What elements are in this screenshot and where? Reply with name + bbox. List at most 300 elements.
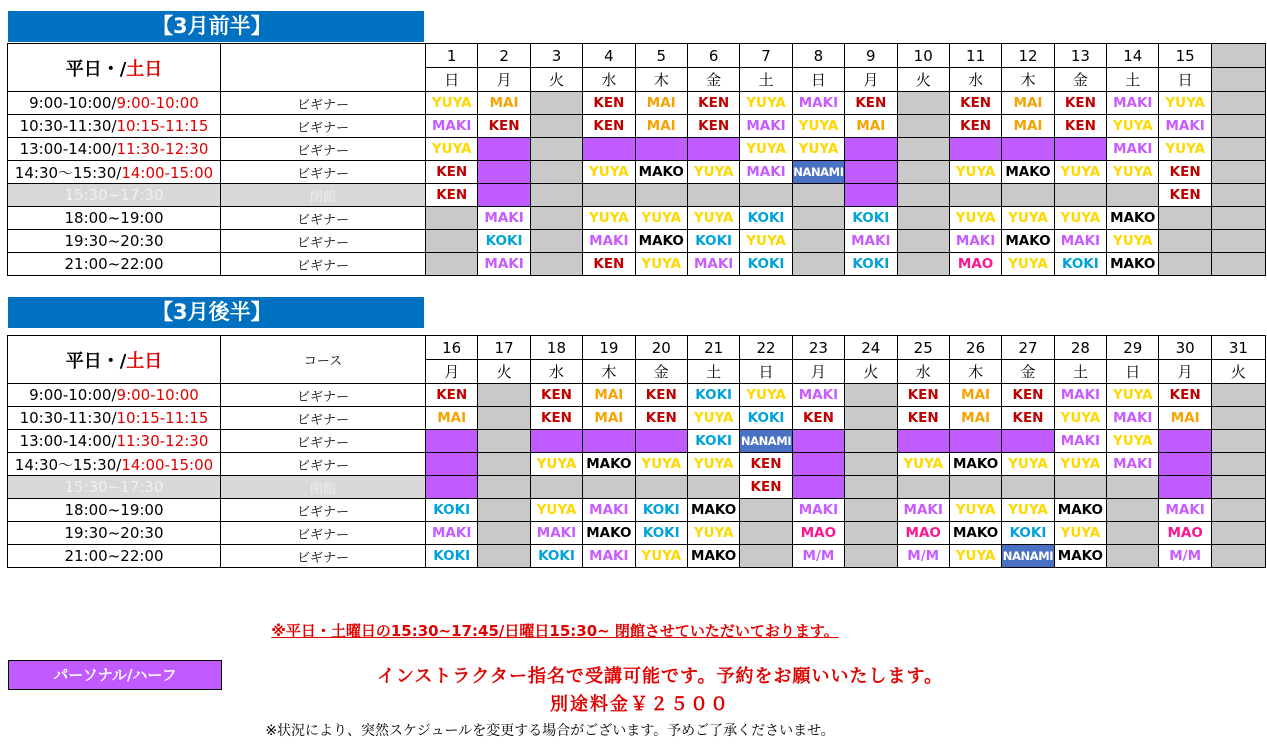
day-number-row — [8, 336, 1266, 360]
day-number: 16 — [426, 336, 478, 360]
personal-half-cell — [1159, 476, 1211, 499]
instructor-cell — [845, 207, 897, 230]
weekday-time: 13:00-14:00/ — [19, 432, 117, 450]
instructor-cell — [792, 522, 844, 545]
no-class-cell — [740, 184, 792, 207]
time-slot — [8, 545, 221, 568]
instructor-name: YUYA — [536, 456, 577, 472]
instructor-cell — [426, 407, 478, 430]
no-class-cell — [530, 138, 582, 161]
instructor-name: KEN — [750, 479, 782, 495]
instructor-cell — [687, 499, 739, 522]
instructor-name: YUYA — [746, 95, 786, 111]
second-half-banner — [8, 297, 424, 328]
no-class-cell — [530, 207, 582, 230]
instructor-name: KOKI — [642, 525, 680, 541]
schedule-row — [8, 476, 1266, 499]
weekday-time: 19:30~20:30 — [64, 524, 164, 542]
instructor-name: MAKO — [691, 502, 737, 518]
instructor-cell — [1002, 253, 1054, 276]
weekday-name: 火 — [845, 360, 897, 384]
instructor-name: KOKI — [747, 210, 785, 226]
instructor-cell — [1054, 384, 1106, 407]
instructor-cell — [1159, 545, 1211, 568]
instructor-cell — [1002, 115, 1054, 138]
no-class-cell — [845, 384, 897, 407]
instructor-cell — [740, 230, 792, 253]
time-slot — [8, 453, 221, 476]
no-class-cell — [1054, 476, 1106, 499]
instructor-cell — [1002, 230, 1054, 253]
instructor-name: KEN — [907, 387, 939, 403]
time-slot — [8, 92, 221, 115]
time-slot — [8, 115, 221, 138]
weekday-name: 金 — [1054, 68, 1106, 92]
no-class-cell — [740, 545, 792, 568]
instructor-name: MAI — [1170, 410, 1200, 426]
instructor-name: MAKI — [693, 256, 734, 272]
course-name: ビギナー — [221, 92, 426, 115]
no-class-cell — [426, 207, 478, 230]
day-number: 6 — [687, 44, 739, 68]
first-half-banner-label: 【3月前半】 — [152, 14, 272, 38]
weekend-time: 10:15-11:15 — [116, 409, 209, 427]
no-class-cell — [897, 184, 949, 207]
instructor-cell — [1054, 453, 1106, 476]
no-class-cell — [845, 499, 897, 522]
weekend-time: 14:00-15:00 — [121, 455, 214, 474]
weekend-label: 土日 — [126, 58, 163, 80]
instructor-name: MAKI — [589, 233, 629, 249]
instructor-name: MAKI — [1165, 118, 1205, 134]
instructor-cell — [583, 230, 635, 253]
instructor-cell — [1054, 207, 1106, 230]
instructor-name: NANAMI — [740, 434, 792, 448]
personal-half-cell — [845, 184, 897, 207]
instructor-name: KEN — [436, 187, 468, 203]
personal-half-cell — [949, 430, 1001, 453]
instructor-name: MAO — [800, 525, 837, 541]
instructor-name: MAI — [489, 95, 519, 111]
weekday-time: 18:00~19:00 — [64, 501, 164, 519]
instructor-cell — [583, 545, 635, 568]
instructor-cell — [845, 230, 897, 253]
instructor-cell — [740, 115, 792, 138]
instructor-cell — [740, 407, 792, 430]
no-class-cell — [1107, 499, 1159, 522]
day-number: 23 — [792, 336, 844, 360]
instructor-cell — [792, 499, 844, 522]
instructor-cell — [1054, 92, 1106, 115]
instructor-name: YUYA — [955, 548, 996, 564]
weekday-name: 日 — [792, 68, 844, 92]
instructor-name: MAI — [594, 410, 624, 426]
time-slot — [8, 430, 221, 453]
instructor-name: YUYA — [641, 210, 682, 226]
weekday-name: 火 — [530, 68, 582, 92]
personal-half-cell — [426, 430, 478, 453]
day-number: 11 — [949, 44, 1001, 68]
instructor-name: NANAMI — [793, 165, 844, 179]
time-slot — [8, 138, 221, 161]
personal-half-cell — [949, 138, 1001, 161]
personal-half-cell — [1002, 430, 1054, 453]
no-class-cell — [530, 161, 582, 184]
instructor-cell — [845, 253, 897, 276]
instructor-cell — [583, 92, 635, 115]
instructor-name: MAKI — [903, 502, 943, 518]
day-number: 9 — [845, 44, 897, 68]
day-number: 24 — [845, 336, 897, 360]
instructor-name: YUYA — [1008, 210, 1048, 226]
instructor-cell — [949, 522, 1001, 545]
weekday-name: 金 — [635, 360, 687, 384]
course-name: 閉館 — [221, 184, 426, 207]
instructor-name: MAO — [905, 525, 941, 541]
day-number: 30 — [1159, 336, 1211, 360]
instructor-cell — [687, 430, 739, 453]
instructor-name: YUYA — [798, 141, 839, 157]
time-slot — [8, 499, 221, 522]
day-number: 25 — [897, 336, 949, 360]
weekday-time: 15:30~17:30 — [64, 478, 164, 496]
instructor-name: MAKI — [798, 502, 839, 518]
instructor-name: MAI — [646, 95, 676, 111]
weekend-time: 11:30-12:30 — [116, 432, 209, 450]
weekday-name: 土 — [740, 68, 792, 92]
instructor-name: YUYA — [955, 210, 996, 226]
instructor-name: MAI — [1013, 95, 1043, 111]
no-class-cell — [1054, 184, 1106, 207]
instructor-name: KOKI — [538, 548, 575, 564]
course-name: ビギナー — [221, 545, 426, 568]
day-number: 13 — [1054, 44, 1106, 68]
instructor-cell — [583, 499, 635, 522]
no-class-cell — [478, 476, 530, 499]
course-name: ビギナー — [221, 161, 426, 184]
weekday-name: 火 — [478, 360, 530, 384]
schedule-row — [8, 115, 1266, 138]
no-class-cell — [530, 92, 582, 115]
day-number: 12 — [1002, 44, 1054, 68]
weekday-name: 月 — [845, 68, 897, 92]
no-class-cell — [1107, 476, 1159, 499]
instructor-name: MAKI — [1060, 433, 1101, 449]
instructor-name: YUYA — [798, 118, 839, 134]
weekend-time: 11:30-12:30 — [116, 140, 209, 158]
schedule-row — [8, 499, 1266, 522]
course-name: ビギナー — [221, 453, 426, 476]
instructor-cell — [740, 138, 792, 161]
schedule-row — [8, 545, 1266, 568]
instructor-name: MAKI — [1060, 387, 1101, 403]
instructor-name: MAKI — [1113, 456, 1153, 472]
no-class-cell — [897, 115, 949, 138]
instructor-cell — [792, 161, 844, 184]
no-class-cell — [426, 230, 478, 253]
instructor-cell — [426, 92, 478, 115]
weekday-name: 月 — [478, 68, 530, 92]
personal-half-cell — [478, 138, 530, 161]
no-class-cell — [1107, 545, 1159, 568]
instructor-name: MAKO — [1110, 210, 1156, 226]
day-number: 21 — [687, 336, 739, 360]
instructor-name: MAKO — [952, 525, 999, 541]
no-class-cell — [530, 230, 582, 253]
instructor-name: YUYA — [693, 456, 734, 472]
no-class-cell — [478, 522, 530, 545]
weekday-name: 木 — [635, 68, 687, 92]
instructor-cell — [1159, 499, 1211, 522]
instructor-name: YUYA — [1112, 118, 1153, 134]
instructor-cell — [1159, 384, 1211, 407]
weekday-name: 金 — [687, 68, 739, 92]
instructor-cell — [1002, 92, 1054, 115]
instructor-cell — [897, 384, 949, 407]
instructor-name: KOKI — [747, 256, 785, 272]
weekday-time: 9:00-10:00/ — [29, 94, 117, 112]
instructor-name: KOKI — [642, 502, 680, 518]
instructor-name: MAKO — [691, 548, 737, 564]
instructor-cell — [530, 545, 582, 568]
instructor-name: KEN — [960, 95, 992, 111]
no-class-cell — [1211, 92, 1265, 115]
schedule-row — [8, 384, 1266, 407]
instructor-name: KEN — [1064, 118, 1096, 134]
course-name: ビギナー — [221, 407, 426, 430]
weekday-time: 18:00~19:00 — [64, 209, 164, 227]
instructor-name: MAKI — [798, 95, 839, 111]
schedule-row — [8, 430, 1266, 453]
instructor-name: YUYA — [589, 210, 629, 226]
no-class-cell — [1211, 453, 1265, 476]
instructor-name: YUYA — [693, 410, 734, 426]
instructor-cell — [740, 476, 792, 499]
instructor-cell — [740, 207, 792, 230]
instructor-name: YUYA — [641, 548, 682, 564]
instructor-cell — [687, 92, 739, 115]
instructor-name: KOKI — [485, 233, 523, 249]
no-class-cell — [478, 430, 530, 453]
personal-half-cell — [1002, 138, 1054, 161]
no-class-cell — [530, 476, 582, 499]
instructor-name: KEN — [1012, 387, 1044, 403]
instructor-cell — [635, 407, 687, 430]
weekday-time: 19:30~20:30 — [64, 232, 164, 250]
personal-half-cell — [530, 430, 582, 453]
personal-half-cell — [426, 476, 478, 499]
instructor-cell — [1107, 430, 1159, 453]
instructor-cell — [687, 253, 739, 276]
personal-half-cell — [1054, 138, 1106, 161]
no-class-cell — [1211, 253, 1265, 276]
instructor-cell — [740, 430, 792, 453]
instructor-name: MAKO — [1005, 164, 1051, 180]
no-class-cell — [1211, 184, 1265, 207]
first-half-schedule-table — [7, 43, 1266, 276]
instructor-cell — [792, 138, 844, 161]
instructor-name: KEN — [1169, 187, 1201, 203]
instructor-name: YUYA — [536, 502, 577, 518]
weekday-time: 21:00~22:00 — [64, 255, 164, 273]
instructor-cell — [897, 522, 949, 545]
instructor-cell — [1107, 207, 1159, 230]
no-class-cell — [845, 453, 897, 476]
weekday-name: 水 — [949, 68, 1001, 92]
no-class-cell — [687, 476, 739, 499]
instructor-name: KEN — [698, 95, 730, 111]
instructor-cell — [1002, 499, 1054, 522]
instructor-name: MAKO — [586, 456, 632, 472]
personal-half-cell — [792, 453, 844, 476]
instructor-cell — [740, 384, 792, 407]
time-header — [8, 336, 221, 384]
weekday-name: 月 — [792, 360, 844, 384]
instructor-name: MAKO — [1057, 502, 1103, 518]
day-number: 4 — [583, 44, 635, 68]
instructor-name: MAKO — [1110, 256, 1156, 272]
weekday-name: 水 — [530, 360, 582, 384]
no-class-cell — [478, 499, 530, 522]
instructor-cell — [949, 253, 1001, 276]
personal-half-cell — [845, 138, 897, 161]
weekday-label: 平日・/ — [65, 58, 127, 80]
instructor-name: YUYA — [1112, 387, 1153, 403]
instructor-name: KOKI — [695, 433, 733, 449]
time-slot — [8, 253, 221, 276]
first-half-banner — [8, 11, 424, 42]
schedule-row — [8, 522, 1266, 545]
instructor-name: KEN — [960, 118, 992, 134]
instructor-cell — [426, 522, 478, 545]
weekday-time: 10:30-11:30/ — [19, 409, 117, 427]
instructor-cell — [687, 207, 739, 230]
schedule-disclaimer: ※状況により、突然スケジュールを変更する場合がございます。予めご了承くださいませ。 — [265, 723, 835, 739]
time-slot — [8, 384, 221, 407]
instructor-cell — [1054, 230, 1106, 253]
no-class-cell — [478, 453, 530, 476]
instructor-cell — [792, 407, 844, 430]
second-half-schedule-table — [7, 335, 1266, 568]
instructor-name: MAI — [594, 387, 624, 403]
instructor-cell — [530, 384, 582, 407]
day-number: 15 — [1159, 44, 1211, 68]
no-class-cell — [1211, 430, 1265, 453]
instructor-name: KEN — [436, 387, 468, 403]
no-class-cell — [1211, 207, 1265, 230]
course-name: ビギナー — [221, 230, 426, 253]
instructor-cell — [1054, 430, 1106, 453]
day-number: 27 — [1002, 336, 1054, 360]
instructor-name: YUYA — [1008, 456, 1048, 472]
no-class-cell — [792, 230, 844, 253]
day-number: 7 — [740, 44, 792, 68]
instructor-name: YUYA — [693, 525, 734, 541]
instructor-name: M/M — [1169, 548, 1202, 564]
instructor-cell — [478, 115, 530, 138]
instructor-name: MAI — [646, 118, 676, 134]
instructor-name: KOKI — [852, 256, 890, 272]
time-slot — [8, 207, 221, 230]
instructor-cell — [949, 230, 1001, 253]
instructor-name: KEN — [540, 410, 572, 426]
weekday-name: 水 — [583, 68, 635, 92]
instructor-name: YUYA — [1060, 410, 1101, 426]
day-number: 18 — [530, 336, 582, 360]
instructor-cell — [687, 230, 739, 253]
weekday-name: 日 — [426, 68, 478, 92]
instructor-name: YUYA — [903, 456, 944, 472]
personal-half-cell — [583, 430, 635, 453]
day-number: 22 — [740, 336, 792, 360]
weekday-name: 金 — [1002, 360, 1054, 384]
instructor-name: YUYA — [693, 210, 734, 226]
instructor-cell — [1107, 92, 1159, 115]
instructor-name: KEN — [645, 387, 677, 403]
no-class-cell — [845, 430, 897, 453]
no-class-cell — [1159, 253, 1211, 276]
instructor-cell — [426, 161, 478, 184]
weekday-name: 月 — [1159, 360, 1211, 384]
instructor-cell — [1054, 545, 1106, 568]
instructor-cell — [1002, 453, 1054, 476]
no-class-cell — [1159, 207, 1211, 230]
instructor-cell — [635, 207, 687, 230]
instructor-cell — [426, 184, 478, 207]
instructor-cell — [687, 453, 739, 476]
instructor-name: KEN — [1169, 164, 1201, 180]
instructor-cell — [426, 138, 478, 161]
instructor-cell — [583, 207, 635, 230]
instructor-cell — [1107, 138, 1159, 161]
no-class-cell — [897, 476, 949, 499]
instructor-name: YUYA — [1060, 164, 1101, 180]
instructor-cell — [1107, 453, 1159, 476]
instructor-name: YUYA — [431, 141, 472, 157]
instructor-name: MAO — [1167, 525, 1203, 541]
course-name: ビギナー — [221, 499, 426, 522]
instructor-name: KEN — [436, 164, 468, 180]
schedule-row — [8, 161, 1266, 184]
no-class-cell — [1107, 184, 1159, 207]
instructor-cell — [1107, 161, 1159, 184]
day-number: 31 — [1211, 336, 1265, 360]
instructor-cell — [583, 253, 635, 276]
instructor-cell — [478, 253, 530, 276]
day-number: 20 — [635, 336, 687, 360]
instructor-name: KEN — [1012, 410, 1044, 426]
instructor-name: MAKI — [1060, 233, 1101, 249]
instructor-cell — [687, 522, 739, 545]
instructor-name: KOKI — [695, 233, 733, 249]
instructor-name: KEN — [698, 118, 730, 134]
schedule-row — [8, 230, 1266, 253]
no-class-cell — [1211, 230, 1265, 253]
weekday-name: 水 — [897, 360, 949, 384]
instructor-name: YUYA — [955, 164, 996, 180]
time-slot — [8, 407, 221, 430]
schedule-row — [8, 453, 1266, 476]
instructor-name: MAI — [437, 410, 467, 426]
no-class-cell — [1211, 545, 1265, 568]
instructor-cell — [1054, 522, 1106, 545]
weekend-time: 9:00-10:00 — [116, 94, 199, 112]
instructor-cell — [1107, 230, 1159, 253]
time-slot — [8, 184, 221, 207]
instructor-cell — [1159, 407, 1211, 430]
instructor-name: MAKO — [638, 233, 684, 249]
time-header — [8, 44, 221, 92]
